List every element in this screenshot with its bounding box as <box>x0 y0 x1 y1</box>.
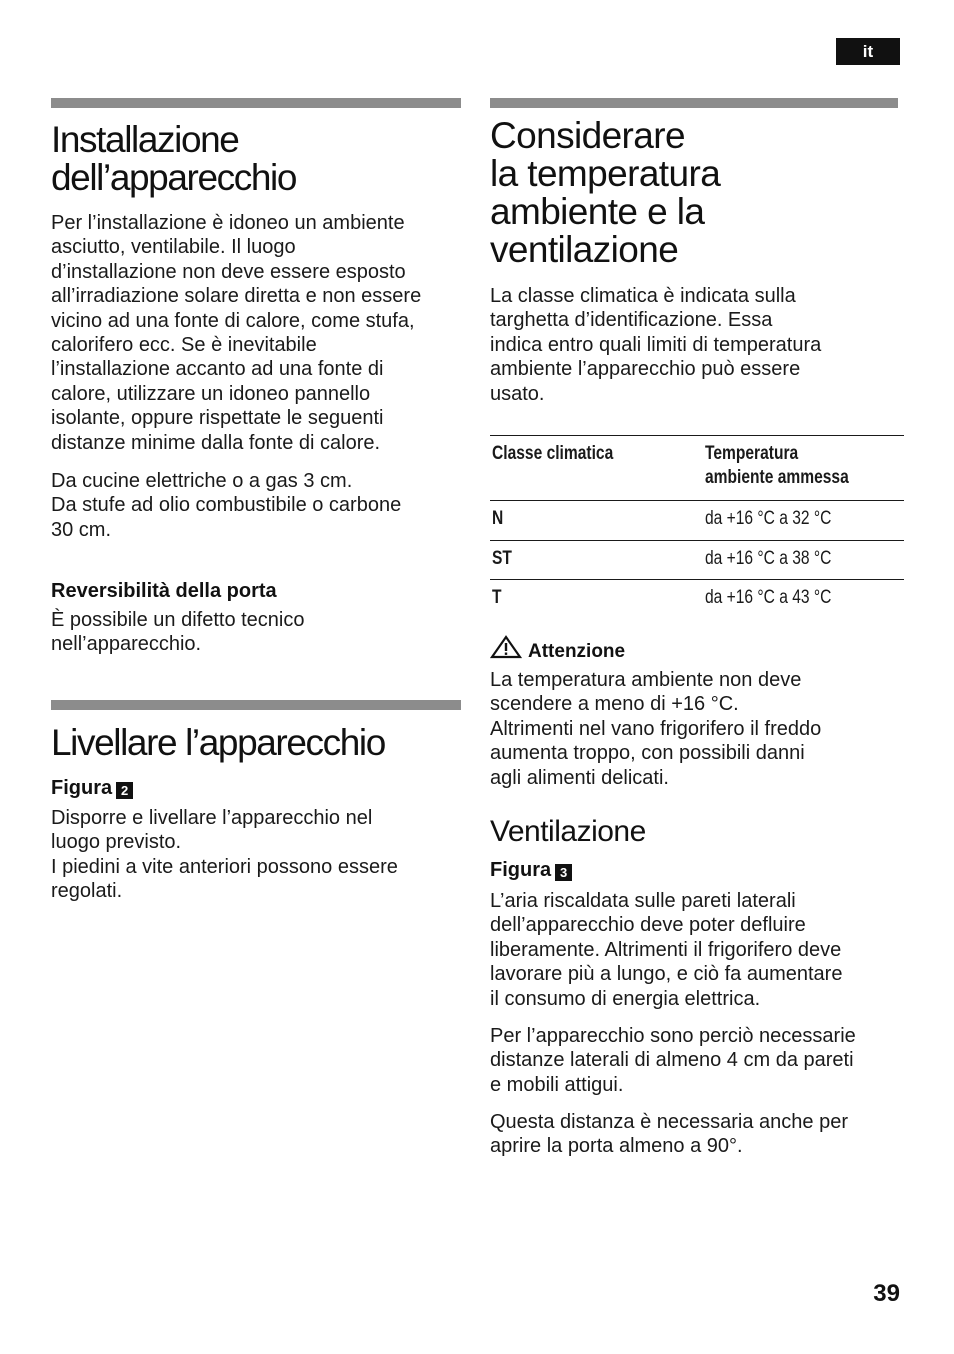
text-line: Altrimenti nel vano frigorifero il freddo <box>490 717 822 740</box>
table-header-rule <box>490 500 904 501</box>
livellare-paragraph <box>51 806 471 904</box>
text-line: La classe climatica è indicata sulla <box>490 285 796 307</box>
text-line: ambiente l’apparecchio può essere <box>490 358 801 381</box>
title-line: Considerare <box>490 115 685 156</box>
text-line: distanze laterali di almeno 4 cm da pareti <box>490 1049 854 1072</box>
language-tab: it <box>836 38 900 65</box>
livellare-title: Livellare l’apparecchio <box>51 722 385 763</box>
table-row-classe: T <box>492 587 502 608</box>
text-line: Disporre e livellare l’apparecchio nel <box>51 807 373 829</box>
text-line: agli alimenti delicati. <box>490 766 669 789</box>
installazione-title-line1: Installazione <box>51 119 239 160</box>
section-rule-livellare <box>51 700 461 710</box>
page-number: 39 <box>873 1280 900 1307</box>
text-line: liberamente. Altrimenti il frigorifero deve <box>490 938 842 961</box>
text-line: I piedini a vite anteriori possono essere <box>51 855 398 878</box>
text-line: e mobili attigui. <box>490 1073 624 1096</box>
title-line: la temperatura <box>490 153 721 194</box>
ventilazione-paragraph-2 <box>490 1024 904 1097</box>
header-line: ambiente ammessa <box>705 467 849 488</box>
text-line: l’installazione accanto ad una fonte di <box>51 358 384 381</box>
reversibilita-paragraph <box>51 608 471 657</box>
text-line: usato. <box>490 382 545 405</box>
text-line: aumenta troppo, con possibili danni <box>490 742 805 765</box>
ventilazione-title: Ventilazione <box>490 815 646 848</box>
text-line: calorifero ecc. Se è inevitabile <box>51 334 317 357</box>
text-line: L’aria riscaldata sulle pareti laterali <box>490 890 796 912</box>
text-line: all’irradiazione solare diretta e non essere <box>51 285 422 308</box>
text-line: vicino ad una fonte di calore, come stufa, <box>51 309 415 332</box>
text-line: indica entro quali limiti di temperatura <box>490 333 822 356</box>
reversibilita-heading: Reversibilità della porta <box>51 580 277 602</box>
installazione-title-line2: dell’apparecchio <box>51 157 297 198</box>
text-line: 30 cm. <box>51 518 112 541</box>
figura-2-label <box>51 776 133 800</box>
considerare-paragraph <box>490 284 904 406</box>
warning-triangle-icon <box>490 635 522 659</box>
text-line: lavorare più a lungo, e ciò fa aumentare <box>490 963 843 986</box>
table-top-rule <box>490 435 904 436</box>
figura-3-label <box>490 858 572 882</box>
title-line: ambiente e la <box>490 191 705 232</box>
section-rule-installazione <box>51 98 461 108</box>
text-line: È possibile un difetto tecnico <box>51 609 305 631</box>
text-line: Da stufe ad olio combustibile o carbone <box>51 494 402 517</box>
section-rule-considerare <box>490 98 898 108</box>
text-line: asciutto, ventilabile. Il luogo <box>51 236 296 259</box>
text-line: luogo previsto. <box>51 831 182 854</box>
text-line: Per l’installazione è idoneo un ambiente <box>51 212 405 234</box>
installazione-title <box>51 121 461 197</box>
title-line: ventilazione <box>490 229 679 270</box>
table-row-rule <box>490 540 904 541</box>
text-line: distanze minime dalla fonte di calore. <box>51 431 381 454</box>
attenzione-heading: Attenzione <box>528 641 626 662</box>
considerare-title <box>490 117 904 269</box>
figure-number-box: 2 <box>116 782 133 799</box>
table-header-classe: Classe climatica <box>492 443 614 464</box>
ventilazione-paragraph-1 <box>490 889 904 1011</box>
text-line: scendere a meno di +16 °C. <box>490 693 739 716</box>
installazione-paragraph <box>51 211 471 455</box>
text-line: aprire la porta almeno a 90°. <box>490 1135 743 1158</box>
table-row-temp: da +16 °C a 43 °C <box>705 587 832 608</box>
text-line: Per l’apparecchio sono perciò necessarie <box>490 1025 856 1047</box>
figure-number-box: 3 <box>555 864 572 881</box>
text-line: targhetta d’identificazione. Essa <box>490 309 773 332</box>
text-line: Da cucine elettriche o a gas 3 cm. <box>51 470 353 492</box>
table-row-classe: ST <box>492 548 512 569</box>
table-row-temp: da +16 °C a 38 °C <box>705 548 832 569</box>
figura-text: Figura <box>51 777 113 799</box>
table-row-rule <box>490 579 904 580</box>
text-line: il consumo di energia elettrica. <box>490 987 761 1010</box>
table-row-classe: N <box>492 508 504 529</box>
text-line: dell’apparecchio deve poter defluire <box>490 914 806 937</box>
text-line: isolante, oppure rispettate le seguenti <box>51 407 384 430</box>
text-line: regolati. <box>51 880 123 903</box>
figura-text: Figura <box>490 859 552 881</box>
text-line: nell’apparecchio. <box>51 633 202 656</box>
attenzione-paragraph <box>490 668 904 790</box>
table-row-temp: da +16 °C a 32 °C <box>705 508 832 529</box>
text-line: Questa distanza è necessaria anche per <box>490 1111 848 1133</box>
text-line: calore, utilizzare un idoneo pannello <box>51 382 371 405</box>
text-line: d’installazione non deve essere esposto <box>51 260 406 283</box>
distanze-paragraph <box>51 469 471 542</box>
header-line: Temperatura <box>705 443 799 464</box>
ventilazione-paragraph-3 <box>490 1110 904 1159</box>
table-header-temperatura <box>705 442 849 490</box>
text-line: La temperatura ambiente non deve <box>490 669 802 691</box>
